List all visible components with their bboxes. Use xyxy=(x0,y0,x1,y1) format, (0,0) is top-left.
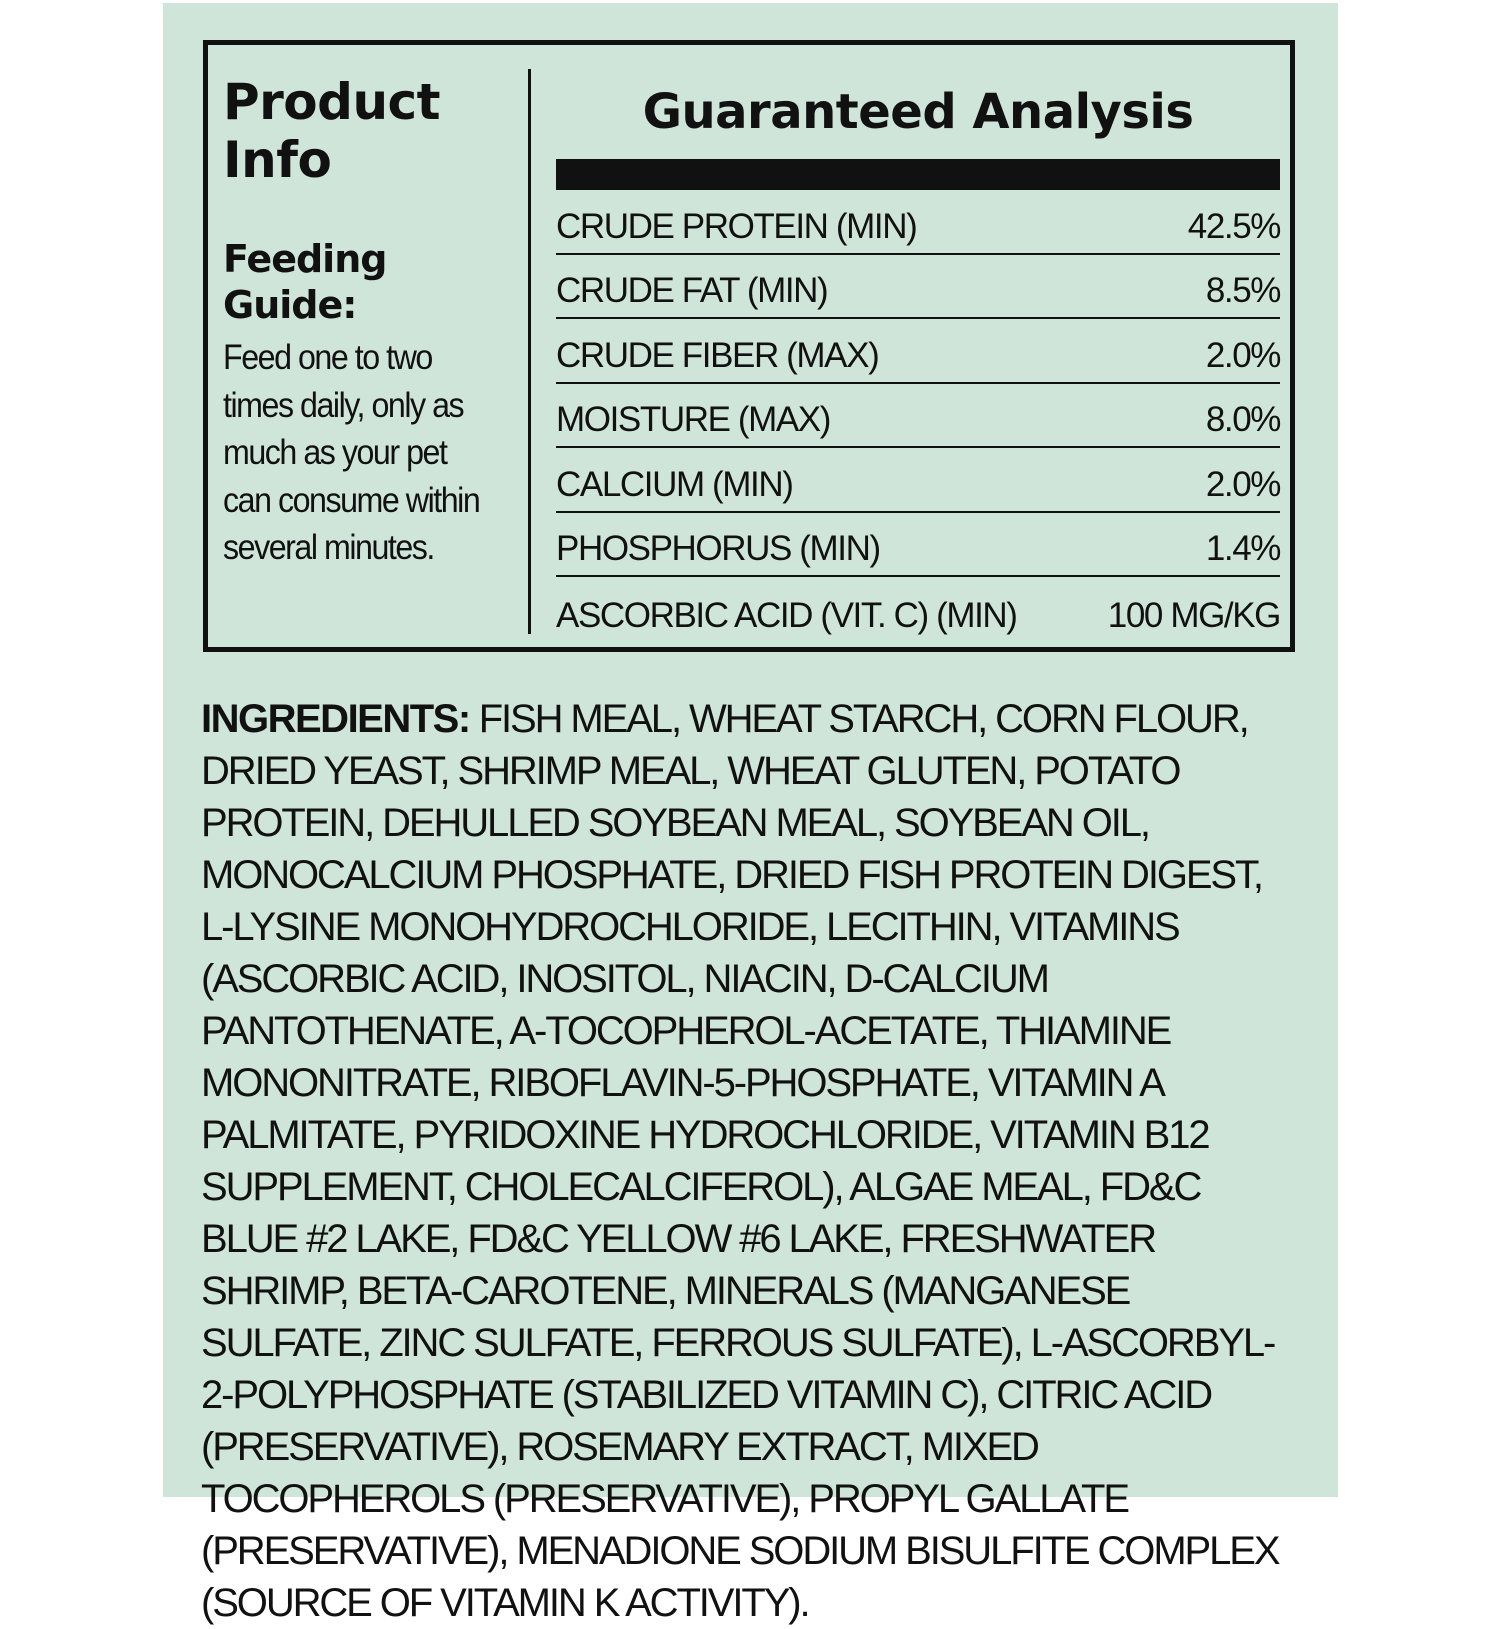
analysis-row-value: 2.0% xyxy=(1205,335,1280,375)
ingredients-text: FISH MEAL, WHEAT STARCH, CORN FLOUR, DRIED YEAST, SHRIMP MEAL, WHEAT GLUTEN, POTATO PROTEIN, DEHULLED SOYBEAN MEAL, SOYBEAN OIL, MONOCALCIUM PHOSPHATE, DRIED FISH PROTEIN DIGEST, L-LYSINE MONOHYDROCHLORIDE, LECITHIN, VITAMINS (ASCORBIC ACID, INOSITOL, NIACIN, D-CALCIUM PANTOTHENATE, A-TOCOPHEROL-ACETATE, THIAMINE MONONITRATE, RIBOFLAVIN-5-PHOSPHATE, VITAMIN A PALMITATE, PYRIDOXINE HYDROCHLORIDE, VITAMIN B12 SUPPLEMENT, CHOLECALCIFEROL), ALGAE MEAL, FD&C BLUE #2 LAKE, FD&C YELLOW #6 LAKE, FRESHWATER SHRIMP, BETA-CAROTENE, MINERALS (MANGANESE SULFATE, ZINC SULFATE, FERROUS SULFATE), L-ASCORBYL-2-POLYPHOSPHATE (STABILIZED VITAMIN C), CITRIC ACID (PRESERVATIVE), ROSEMARY EXTRACT, MIXED TOCOPHEROLS (PRESERVATIVE), PROPYL GALLATE (PRESERVATIVE), MENADIONE SODIUM BISULFITE COMPLEX (SOURCE OF VITAMIN K ACTIVITY). xyxy=(201,697,1279,1625)
analysis-row-label: CRUDE FAT (MIN) xyxy=(556,271,828,310)
analysis-row xyxy=(556,190,1280,255)
ingredients-paragraph xyxy=(201,693,1301,1629)
analysis-row xyxy=(556,255,1280,320)
product-info-column xyxy=(223,73,513,572)
analysis-row xyxy=(556,448,1280,513)
analysis-row-label: PHOSPHORUS (MIN) xyxy=(556,529,880,568)
ingredients-label: INGREDIENTS: xyxy=(201,697,470,741)
guaranteed-analysis-header-bar xyxy=(556,159,1280,190)
analysis-row-value: 100 MG/KG xyxy=(1107,595,1280,635)
analysis-row xyxy=(556,384,1280,449)
product-info-title xyxy=(223,73,513,189)
analysis-row-value: 2.0% xyxy=(1205,464,1280,504)
analysis-row-value: 8.0% xyxy=(1205,400,1280,439)
analysis-row-value: 1.4% xyxy=(1205,529,1280,568)
guaranteed-analysis-title: Guaranteed Analysis xyxy=(642,84,1194,140)
column-divider xyxy=(528,69,531,634)
analysis-row-label: MOISTURE (MAX) xyxy=(556,400,831,439)
product-info-title-line1: Product xyxy=(223,73,441,131)
feeding-guide-text: Feed one to two times daily, only as much as your pet can consume within several minutes. xyxy=(223,338,480,567)
feeding-guide-title-line1: Feeding xyxy=(223,237,387,281)
product-info-box xyxy=(203,40,1295,652)
label-panel xyxy=(163,3,1338,1625)
guaranteed-analysis-table xyxy=(556,190,1280,642)
feeding-guide-title xyxy=(223,236,513,328)
analysis-row-label: ASCORBIC ACID (VIT. C) (MIN) xyxy=(556,595,1017,635)
analysis-row xyxy=(556,319,1280,384)
feeding-guide-title-line2: Guide: xyxy=(223,283,357,327)
analysis-row-value: 42.5% xyxy=(1187,206,1280,246)
analysis-row-label: CALCIUM (MIN) xyxy=(556,464,793,504)
analysis-row-value: 8.5% xyxy=(1205,271,1280,310)
analysis-row-label: CRUDE PROTEIN (MIN) xyxy=(556,206,917,246)
analysis-row xyxy=(556,577,1280,642)
analysis-row xyxy=(556,513,1280,578)
product-info-title-line2: Info xyxy=(223,131,332,189)
guaranteed-analysis-column xyxy=(556,75,1280,642)
analysis-row-label: CRUDE FIBER (MAX) xyxy=(556,335,879,375)
